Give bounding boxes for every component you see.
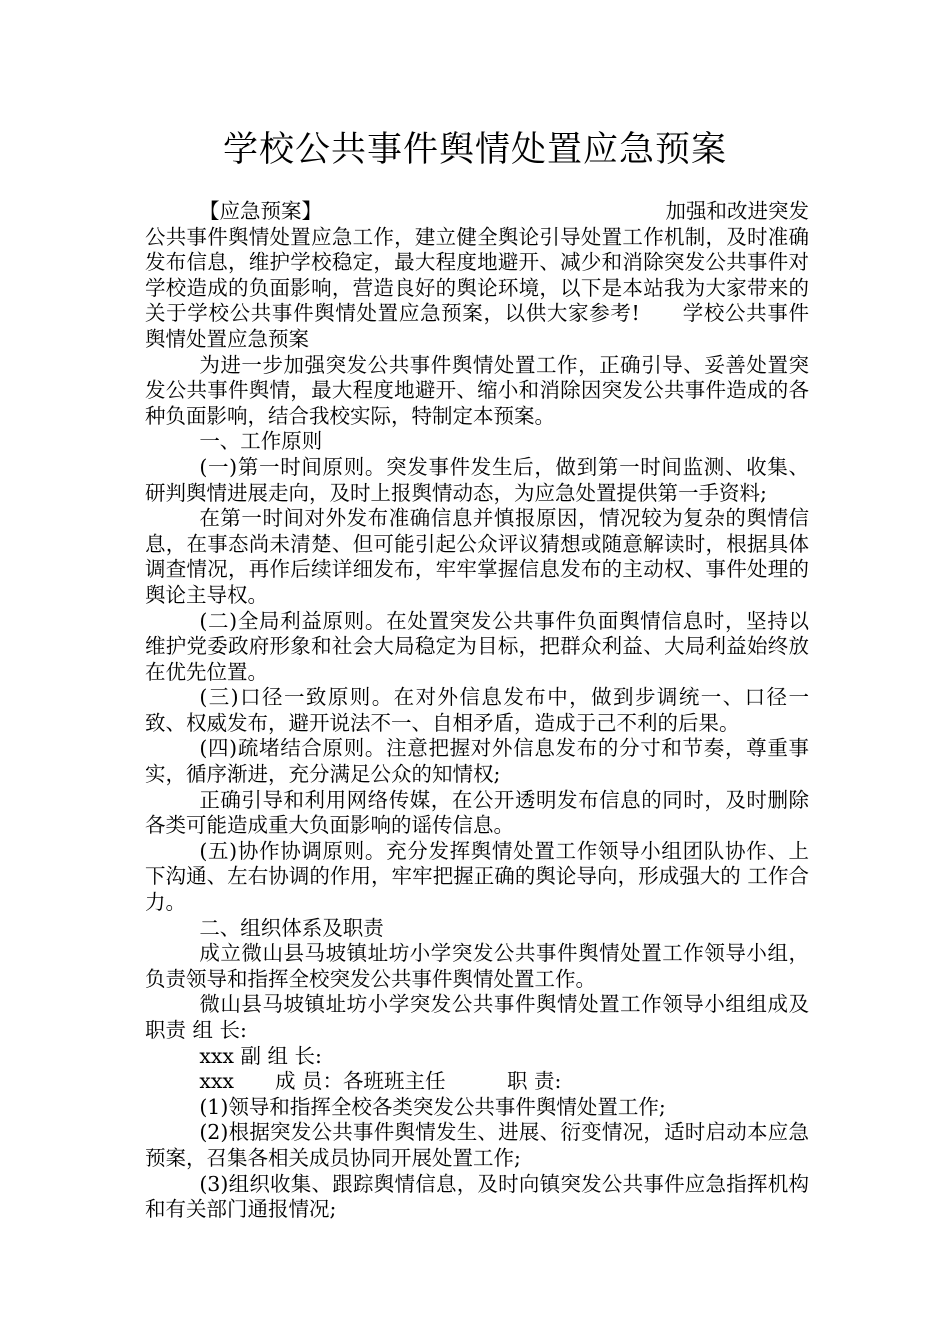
duty-item-1: (1)领导和指挥全校各类突发公共事件舆情处置工作; [199,1094,666,1119]
document-body [145,199,809,1223]
role-line-deputy: xxx 副 组 长: [199,1043,322,1068]
intro-head-line [145,199,809,225]
paragraph-principle-3: (三)口径一致原则。在对外信息发布中，做到步调统一、口径一致、权威发布，避开说法不一、自相矛盾，造成于己不利的后果。 [145,685,809,735]
paragraph-principle-4-detail: 正确引导和利用网络传媒，在公开透明发布信息的同时，及时删除各类可能造成重大负面影响的谣传信息。 [145,787,809,838]
paragraph-purpose: 为进一步加强突发公共事件舆情处置工作，正确引导、妥善处置突发公共事件舆情，最大程度地避开、缩小和消除因突发公共事件造成的各种负面影响，结合我校实际，特制定本预案。 [145,352,809,428]
role-line-members: xxx 成 员：各班班主任 职 责: [199,1069,562,1094]
section-heading-principles: 一、工作原则 [199,429,323,454]
paragraph-principle-4: (四)疏堵结合原则。注意把握对外信息发布的分寸和节奏，尊重事实，循序渐进，充分满足公众的知情权; [145,736,809,787]
paragraph-principle-5: (五)协作协调原则。充分发挥舆情处置工作领导小组团队协作、上下沟通、左右协调的作用，牢牢把握正确的舆论导向，形成强大的 工作合力。 [145,838,809,915]
document-title: 学校公共事件舆情处置应急预案 [222,130,727,170]
paragraph-principle-2: (二)全局利益原则。在处置突发公共事件负面舆情信息时，坚持以维护党委政府形象和社会大局稳定为目标，把群众利益、大局利益始终放在优先位置。 [145,608,809,684]
duty-item-3: (3)组织收集、跟踪舆情信息，及时向镇突发公共事件应急指挥机构和有关部门通报情况; [145,1171,809,1222]
intro-lead: 加强和改进突发 [665,199,809,223]
duty-item-2: (2)根据突发公共事件舆情发生、进展、衍变情况，适时启动本应急预案，召集各相关成员协同开展处置工作; [145,1120,809,1170]
paragraph-principle-1: (一)第一时间原则。突发事件发生后，做到第一时间监测、收集、研判舆情进展走向，及时上报舆情动态，为应急处置提供第一手资料; [145,454,809,505]
intro-block [145,199,809,353]
paragraph-principle-1-detail: 在第一时间对外发布准确信息并慎报原因，情况较为复杂的舆情信息，在事态尚未清楚、但可能引起公众评议猜想或随意解读时，根据具体调查情况，再作后续详细发布，牢牢掌握信息发布的主动权、事件处理的舆论主导权。 [145,506,809,607]
section-heading-organization: 二、组织体系及职责 [199,915,384,940]
paragraph-org-composition: 微山县马坡镇址坊小学突发公共事件舆情处置工作领导小组组成及职责 组 长: [145,992,809,1042]
paragraph-org-setup: 成立微山县马坡镇址坊小学突发公共事件舆情处置工作领导小组，负责领导和指挥全校突发公共事件舆情处置工作。 [145,941,809,991]
intro-tag: 【应急预案】 [199,199,322,223]
intro-text: 公共事件舆情处置应急工作，建立健全舆论引导处置工作机制，及时准确发布信息，维护学校稳定，最大程度地避开、减少和消除突发公共事件对学校造成的负面影响，营造良好的舆论环境，以下是本站我为大家带来的关于学校公共事件舆情处置应急预案，以供大家参考! 学校公共事件舆情处置应急预案 [145,224,809,351]
